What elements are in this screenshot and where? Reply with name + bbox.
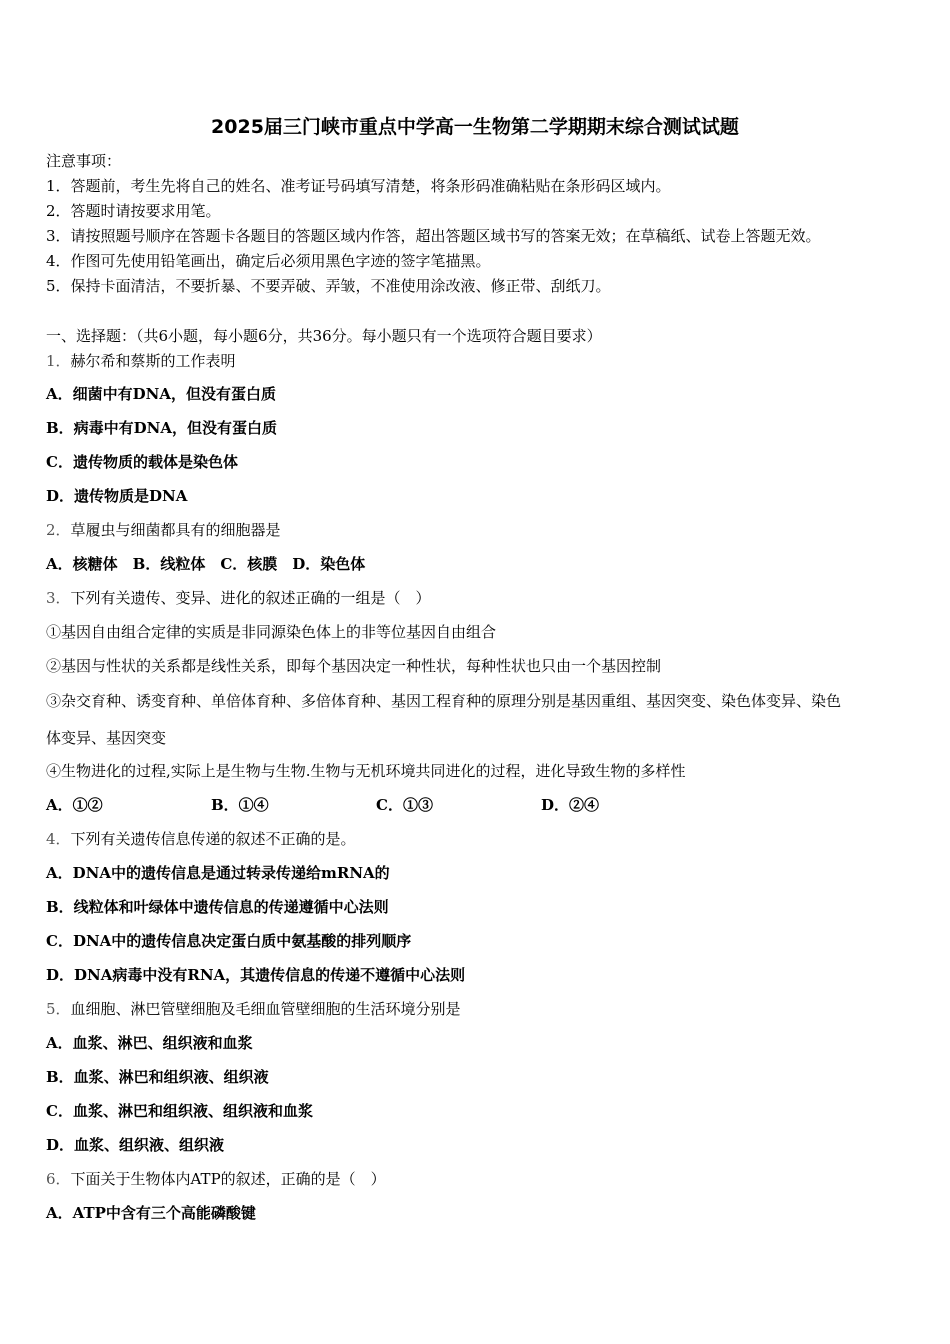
q3-options (46, 796, 599, 814)
q1-option-b: B．病毒中有DNA，但没有蛋白质 (46, 419, 278, 437)
q5-option-d: D．血浆、组织液、组织液 (46, 1136, 225, 1154)
question-stem: 下列有关遗传、变异、进化的叙述正确的一组是（ ） (70, 589, 431, 607)
notice-item-3: 3．请按照题号顺序在答题卡各题目的答题区域内作答，超出答题区域书写的答案无效；在草稿纸、试卷上答题无效。 (46, 227, 821, 245)
question-number: 3． (46, 589, 71, 607)
q5-option-b: B．血浆、淋巴和组织液、组织液 (46, 1068, 269, 1086)
section-heading: 一、选择题：（共6小题，每小题6分，共36分。每小题只有一个选项符合题目要求） (46, 327, 602, 345)
question-stem: 草履虫与细菌都具有的细胞器是 (70, 521, 281, 539)
q4-option-a: A．DNA中的遗传信息是通过转录传递给mRNA的 (46, 864, 390, 882)
notice-item-1: 1．答题前，考生先将自己的姓名、准考证号码填写清楚，将条形码准确粘贴在条形码区域内。 (46, 177, 671, 195)
question-stem: 下列有关遗传信息传递的叙述不正确的是。 (70, 830, 356, 848)
q3-statement-3: ③杂交育种、诱变育种、单倍体育种、多倍体育种、基因工程育种的原理分别是基因重组、基因突变、染色体变异、染色 (46, 692, 842, 710)
q4-option-d: D．DNA病毒中没有RNA，其遗传信息的传递不遵循中心法则 (46, 966, 466, 984)
q1-option-a: A．细菌中有DNA，但没有蛋白质 (46, 385, 276, 403)
question-number: 6． (46, 1170, 71, 1188)
question-3 (46, 589, 431, 607)
q1-option-c: C．遗传物质的载体是染色体 (46, 453, 238, 471)
notice-item-2: 2．答题时请按要求用笔。 (46, 202, 221, 220)
question-number: 2． (46, 521, 71, 539)
question-stem: 血细胞、淋巴管壁细胞及毛细血管壁细胞的生活环境分别是 (70, 1000, 461, 1018)
question-number: 5． (46, 1000, 71, 1018)
q3-option-b: B．①④ (211, 796, 269, 814)
page-title: 2025届三门峡市重点中学高一生物第二学期期末综合测试试题 (211, 116, 739, 138)
q1-option-d: D．遗传物质是DNA (46, 487, 188, 505)
q5-option-c: C．血浆、淋巴和组织液、组织液和血浆 (46, 1102, 313, 1120)
q3-statement-3-cont: 体变异、基因突变 (46, 729, 167, 747)
q5-option-a: A．血浆、淋巴、组织液和血浆 (46, 1034, 253, 1052)
question-stem: 赫尔希和蔡斯的工作表明 (70, 352, 236, 370)
question-2 (46, 521, 281, 539)
q3-option-a: A．①② (46, 796, 103, 814)
q3-option-c: C．①③ (376, 796, 433, 814)
notice-item-5: 5．保持卡面清洁，不要折暴、不要弄破、弄皱，不准使用涂改液、修正带、刮纸刀。 (46, 277, 611, 295)
q4-option-c: C．DNA中的遗传信息决定蛋白质中氨基酸的排列顺序 (46, 932, 412, 950)
q2-options: A．核糖体 B．线粒体 C．核膜 D．染色体 (46, 555, 366, 573)
question-5 (46, 1000, 461, 1018)
q4-option-b: B．线粒体和叶绿体中遗传信息的传递遵循中心法则 (46, 898, 389, 916)
question-number: 1． (46, 352, 71, 370)
question-1 (46, 352, 236, 370)
question-4 (46, 830, 356, 848)
notice-item-4: 4．作图可先使用铅笔画出，确定后必须用黑色字迹的签字笔描黑。 (46, 252, 491, 270)
q3-statement-2: ②基因与性状的关系都是线性关系，即每个基因决定一种性状，每种性状也只由一个基因控制 (46, 657, 662, 675)
question-stem: 下面关于生物体内ATP的叙述，正确的是（ ） (70, 1170, 386, 1188)
q3-statement-1: ①基因自由组合定律的实质是非同源染色体上的非等位基因自由组合 (46, 623, 497, 641)
q6-option-a: A．ATP中含有三个高能磷酸键 (46, 1204, 256, 1222)
q3-option-d: D．②④ (541, 796, 600, 814)
question-number: 4． (46, 830, 71, 848)
q3-statement-4: ④生物进化的过程,实际上是生物与生物.生物与无机环境共同进化的过程，进化导致生物的多样性 (46, 762, 686, 780)
notice-heading: 注意事项： (46, 152, 122, 170)
question-6 (46, 1170, 386, 1188)
